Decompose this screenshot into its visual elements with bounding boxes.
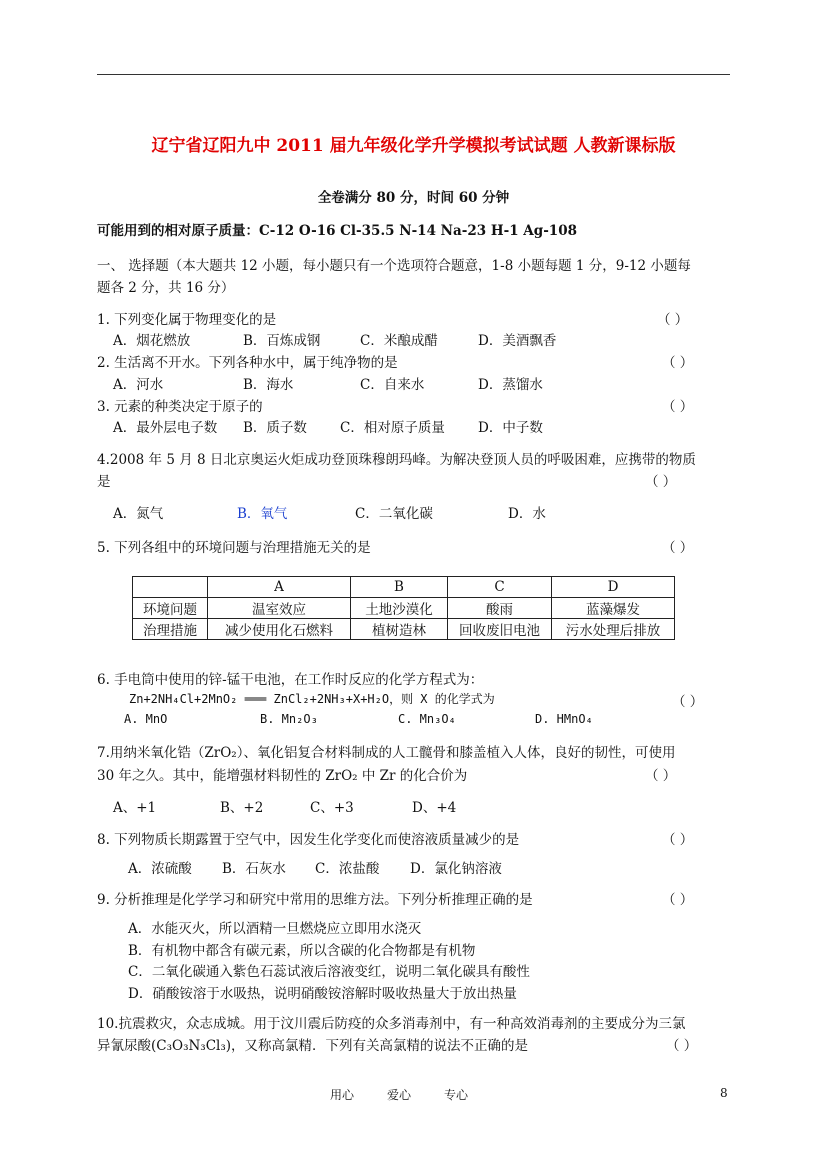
q3-stem: 3. 元素的种类决定于原子的: [97, 399, 263, 415]
q9-option-a: A．水能灭火，所以酒精一旦燃烧应立即用水浇灭: [128, 921, 422, 937]
page-number: 8: [720, 1086, 728, 1100]
q7-option-d: D、+4: [412, 800, 457, 816]
table-cell: 蓝藻爆发: [552, 598, 675, 619]
q7-stem-line2: 30 年之久。其中，能增强材料韧性的 ZrO₂ 中 Zr 的化合价为: [97, 768, 468, 784]
q9-stem: 9. 分析推理是化学学习和研究中常用的思维方法。下列分析推理正确的是: [97, 892, 533, 908]
table-cell: 土地沙漠化: [351, 598, 448, 619]
table-cell: D: [552, 577, 675, 598]
q6-option-c: C. Mn₃O₄: [398, 712, 456, 726]
footer-slogan-2: 爱心: [387, 1088, 412, 1102]
table-cell: 污水处理后排放: [552, 619, 675, 640]
table-cell: B: [351, 577, 448, 598]
q6-answer-blank[interactable]: （ ）: [672, 694, 704, 710]
q3-option-c: C．相对原子质量: [340, 420, 445, 436]
table-cell: 植树造林: [351, 619, 448, 640]
q8-option-d: D．氯化钠溶液: [410, 861, 502, 877]
q6-option-a: A. MnO: [124, 712, 168, 726]
q3-option-d: D．中子数: [478, 420, 543, 436]
q9-option-b: B．有机物中都含有碳元素，所以含碳的化合物都是有机物: [128, 943, 476, 959]
q2-option-d: D．蒸馏水: [478, 377, 543, 393]
q4-stem-line2: 是: [97, 474, 111, 490]
table-header-row: [133, 577, 675, 598]
header-rule: [97, 74, 730, 75]
q2-option-b: B．海水: [243, 377, 294, 393]
q10-answer-blank[interactable]: （ ）: [666, 1038, 698, 1054]
atomic-masses: 可能用到的相对原子质量：C-12 O-16 Cl-35.5 N-14 Na-23 H-1 Ag-108: [97, 223, 577, 239]
q2-option-c: C．自来水: [360, 377, 425, 393]
q1-option-d: D．美酒飘香: [478, 333, 557, 349]
q6-option-b: B. Mn₂O₃: [260, 712, 318, 726]
q6-option-d: D. HMnO₄: [535, 712, 593, 726]
q9-option-c: C．二氧化碳通入紫色石蕊试液后溶液变红，说明二氧化碳具有酸性: [128, 964, 530, 980]
exam-info: 全卷满分 80 分，时间 60 分钟: [317, 190, 510, 206]
q1-option-a: A．烟花燃放: [113, 333, 191, 349]
q2-stem: 2. 生活离不开水。下列各种水中，属于纯净物的是: [97, 355, 398, 371]
q5-answer-blank[interactable]: （ ）: [662, 540, 694, 556]
q4-option-c: C．二氧化碳: [355, 506, 433, 522]
q1-option-c: C．米酿成醋: [360, 333, 438, 349]
q1-stem: 1. 下列变化属于物理变化的是: [97, 312, 277, 328]
table-cell: 减少使用化石燃料: [208, 619, 351, 640]
footer-slogan-1: 用心: [330, 1088, 355, 1102]
q8-stem: 8. 下列物质长期露置于空气中，因发生化学变化而使溶液质量减少的是: [97, 832, 520, 848]
q3-option-b: B．质子数: [243, 420, 307, 436]
q9-answer-blank[interactable]: （ ）: [662, 892, 694, 908]
q2-option-a: A．河水: [113, 377, 164, 393]
q4-stem-line1: 4.2008 年 5 月 8 日北京奥运火炬成功登顶珠穆朗玛峰。为解决登顶人员的呼吸困难，应携带的物质: [97, 452, 696, 468]
q2-answer-blank[interactable]: （ ）: [662, 355, 694, 371]
q5-stem: 5. 下列各组中的环境问题与治理措施无关的是: [97, 540, 371, 556]
q10-stem-line2: 异氰尿酸(C₃O₃N₃Cl₃)，又称高氯精．下列有关高氯精的说法不正确的是: [97, 1038, 529, 1054]
page-title: 辽宁省辽阳九中 2011 届九年级化学升学模拟考试试题 人教新课标版: [151, 136, 676, 156]
q1-answer-blank[interactable]: （ ）: [657, 312, 689, 328]
q8-option-c: C．浓盐酸: [315, 861, 380, 877]
section-heading-line1: 一、 选择题（本大题共 12 小题，每小题只有一个选项符合题意，1-8 小题每题 1 分，9-12 小题每: [97, 258, 691, 274]
q4-option-d: D．水: [508, 506, 546, 522]
table-cell: 回收废旧电池: [448, 619, 552, 640]
table-row: [133, 619, 675, 640]
table-cell: 治理措施: [133, 619, 208, 640]
q7-stem-line1: 7.用纳米氧化锆（ZrO₂）、氧化铝复合材料制成的人工髋骨和膝盖植入人体，良好的韧性，可使用: [97, 745, 676, 761]
q7-option-c: C、+3: [310, 800, 354, 816]
q3-answer-blank[interactable]: （ ）: [662, 399, 694, 415]
environment-table: [132, 576, 675, 640]
footer-slogan-3: 专心: [444, 1088, 469, 1102]
q10-stem-line1: 10.抗震救灾，众志成城。用于汶川震后防疫的众多消毒剂中，有一种高效消毒剂的主要成分为三氯: [97, 1016, 686, 1032]
q7-option-b: B、+2: [220, 800, 264, 816]
q3-option-a: A．最外层电子数: [113, 420, 218, 436]
table-cell: A: [208, 577, 351, 598]
q4-option-a: A．氮气: [113, 506, 164, 522]
q6-stem: 6. 手电筒中使用的锌-锰干电池，在工作时反应的化学方程式为：: [97, 672, 484, 688]
q8-answer-blank[interactable]: （ ）: [662, 832, 694, 848]
table-cell: [133, 577, 208, 598]
q9-option-d: D．硝酸铵溶于水吸热，说明硝酸铵溶解时吸收热量大于放出热量: [128, 986, 517, 1002]
q7-option-a: A、+1: [113, 800, 157, 816]
q7-answer-blank[interactable]: （ ）: [645, 768, 677, 784]
table-cell: 酸雨: [448, 598, 552, 619]
q4-option-b: B．氧气: [237, 506, 288, 522]
q8-option-a: A．浓硫酸: [128, 861, 192, 877]
table-cell: C: [448, 577, 552, 598]
table-cell: 温室效应: [208, 598, 351, 619]
q1-option-b: B．百炼成钢: [243, 333, 321, 349]
q8-option-b: B．石灰水: [222, 861, 286, 877]
table-cell: 环境问题: [133, 598, 208, 619]
section-heading-line2: 题各 2 分，共 16 分）: [97, 280, 235, 296]
q6-equation: Zn+2NH₄Cl+2MnO₂ ═══ ZnCl₂+2NH₃+X+H₂O，则 X 的化学式为: [129, 692, 495, 706]
q4-answer-blank[interactable]: （ ）: [645, 474, 677, 490]
table-row: [133, 598, 675, 619]
